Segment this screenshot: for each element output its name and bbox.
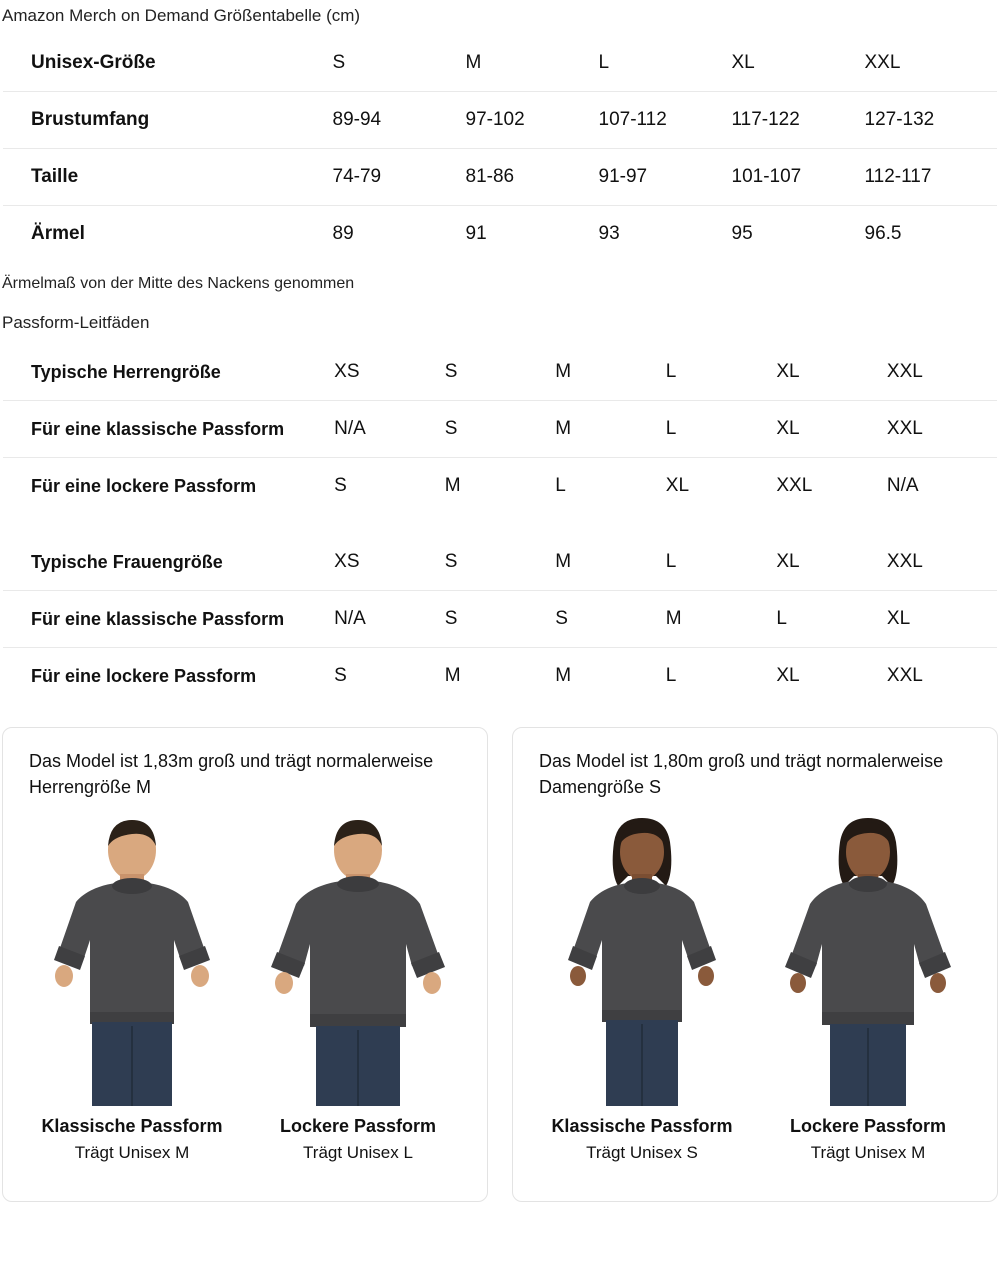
table-row xyxy=(3,458,998,515)
figure-label-women-classic xyxy=(529,1106,755,1163)
cell: 117-122 xyxy=(732,92,865,149)
cell: M xyxy=(444,665,461,686)
cell: XXL xyxy=(887,534,998,591)
table-row xyxy=(3,534,998,591)
table-row xyxy=(3,344,998,401)
row-label: Für eine lockere Passform xyxy=(31,475,257,496)
fit-wears: Trägt Unisex M xyxy=(74,1143,190,1163)
row-label: Typische Herrengröße xyxy=(3,344,335,401)
cell: L xyxy=(665,665,677,686)
cell: S xyxy=(445,344,556,401)
cell: XL xyxy=(776,665,800,686)
cell: S xyxy=(445,591,556,648)
row-label: Typische Frauengröße xyxy=(3,534,335,591)
cell: M xyxy=(555,534,666,591)
figure-label-women-relaxed xyxy=(755,1106,981,1163)
row-label: Unisex-Größe xyxy=(3,35,333,92)
fit-wears: Trägt Unisex M xyxy=(810,1143,926,1163)
cell: 96.5 xyxy=(864,223,902,244)
cell: M xyxy=(444,475,461,496)
fit-wears: Trägt Unisex S xyxy=(586,1143,698,1163)
table-row xyxy=(3,149,998,206)
model-description: Das Model ist 1,80m groß und trägt normalerweise Damengröße S xyxy=(539,751,944,798)
cell: L xyxy=(776,591,887,648)
cell: XXL xyxy=(776,475,813,496)
cell: XXL xyxy=(865,35,998,92)
men-fit-table xyxy=(2,343,998,515)
figure-group-women xyxy=(529,806,981,1106)
cell: L xyxy=(599,35,732,92)
figure-men-classic xyxy=(19,816,245,1106)
row-label: Brustumfang xyxy=(3,92,333,149)
cell: XS xyxy=(334,534,445,591)
cell: 95 xyxy=(731,223,753,244)
cell: M xyxy=(555,665,572,686)
cell: XL xyxy=(665,475,690,496)
cell: L xyxy=(666,534,777,591)
figure-label-men-relaxed xyxy=(245,1106,471,1163)
row-label: Für eine klassische Passform xyxy=(3,401,335,458)
cell: 127-132 xyxy=(865,92,998,149)
row-label: Taille xyxy=(3,149,333,206)
cell: 89-94 xyxy=(333,92,466,149)
cell: 101-107 xyxy=(732,149,865,206)
cell: 74-79 xyxy=(333,149,466,206)
measurements-table xyxy=(2,34,998,263)
cell: N/A xyxy=(886,475,919,496)
table-row xyxy=(3,648,998,705)
cell: M xyxy=(466,35,599,92)
cell: S xyxy=(334,475,347,496)
cell: XL xyxy=(776,534,887,591)
model-cards-row xyxy=(2,727,998,1202)
figure-women-relaxed xyxy=(755,816,981,1106)
page-title: Amazon Merch on Demand Größentabelle (cm) xyxy=(2,6,361,25)
cell: M xyxy=(555,401,666,458)
cell: XS xyxy=(334,344,445,401)
cell: XXL xyxy=(886,665,923,686)
fit-guides-heading: Passform-Leitfäden xyxy=(2,313,150,332)
table-spacer xyxy=(0,515,1000,533)
cell: M xyxy=(555,344,666,401)
cell: 91 xyxy=(465,223,487,244)
woman-relaxed-fit-illustration xyxy=(768,816,968,1106)
table-row xyxy=(3,206,998,263)
cell: S xyxy=(445,534,556,591)
man-relaxed-fit-illustration xyxy=(258,816,458,1106)
cell: L xyxy=(666,344,777,401)
table-row xyxy=(3,92,998,149)
fit-label: Lockere Passform xyxy=(789,1116,947,1137)
cell: 81-86 xyxy=(466,149,599,206)
model-card-women xyxy=(512,727,998,1202)
figure-men-relaxed xyxy=(245,816,471,1106)
cell: S xyxy=(555,591,666,648)
figure-labels-women xyxy=(529,1106,981,1163)
cell: XL xyxy=(887,591,998,648)
fit-wears: Trägt Unisex L xyxy=(303,1143,413,1163)
cell: XL xyxy=(732,35,865,92)
figure-group-men xyxy=(19,806,471,1106)
fit-label: Klassische Passform xyxy=(41,1116,223,1137)
cell: 91-97 xyxy=(599,149,732,206)
cell: M xyxy=(666,591,777,648)
cell: 97-102 xyxy=(466,92,599,149)
man-classic-fit-illustration xyxy=(32,816,232,1106)
figure-labels-men xyxy=(19,1106,471,1163)
cell: L xyxy=(555,475,566,496)
cell: XL xyxy=(776,401,887,458)
cell: S xyxy=(334,665,347,686)
cell: XXL xyxy=(887,344,998,401)
cell: L xyxy=(666,401,777,458)
table-row xyxy=(3,35,998,92)
cell: S xyxy=(333,35,466,92)
cell: 89 xyxy=(332,223,354,244)
cell: 107-112 xyxy=(599,92,732,149)
figure-women-classic xyxy=(529,816,755,1106)
cell: XXL xyxy=(887,401,998,458)
cell: 93 xyxy=(598,223,620,244)
table-row xyxy=(3,591,998,648)
table-row xyxy=(3,401,998,458)
woman-classic-fit-illustration xyxy=(542,816,742,1106)
cell: N/A xyxy=(334,591,445,648)
fit-label: Klassische Passform xyxy=(551,1116,733,1137)
cell: N/A xyxy=(334,401,445,458)
model-description: Das Model ist 1,83m groß und trägt normalerweise Herrengröße M xyxy=(29,751,434,798)
cell: 112-117 xyxy=(865,149,998,206)
sleeve-note: Ärmelmaß von der Mitte des Nackens genommen xyxy=(2,275,355,292)
figure-label-men-classic xyxy=(19,1106,245,1163)
cell: S xyxy=(445,401,556,458)
row-label: Ärmel xyxy=(31,223,85,244)
fit-label: Lockere Passform xyxy=(279,1116,437,1137)
model-card-men xyxy=(2,727,488,1202)
row-label: Für eine lockere Passform xyxy=(31,665,257,686)
women-fit-table xyxy=(2,533,998,705)
cell: XL xyxy=(776,344,887,401)
row-label: Für eine klassische Passform xyxy=(3,591,335,648)
